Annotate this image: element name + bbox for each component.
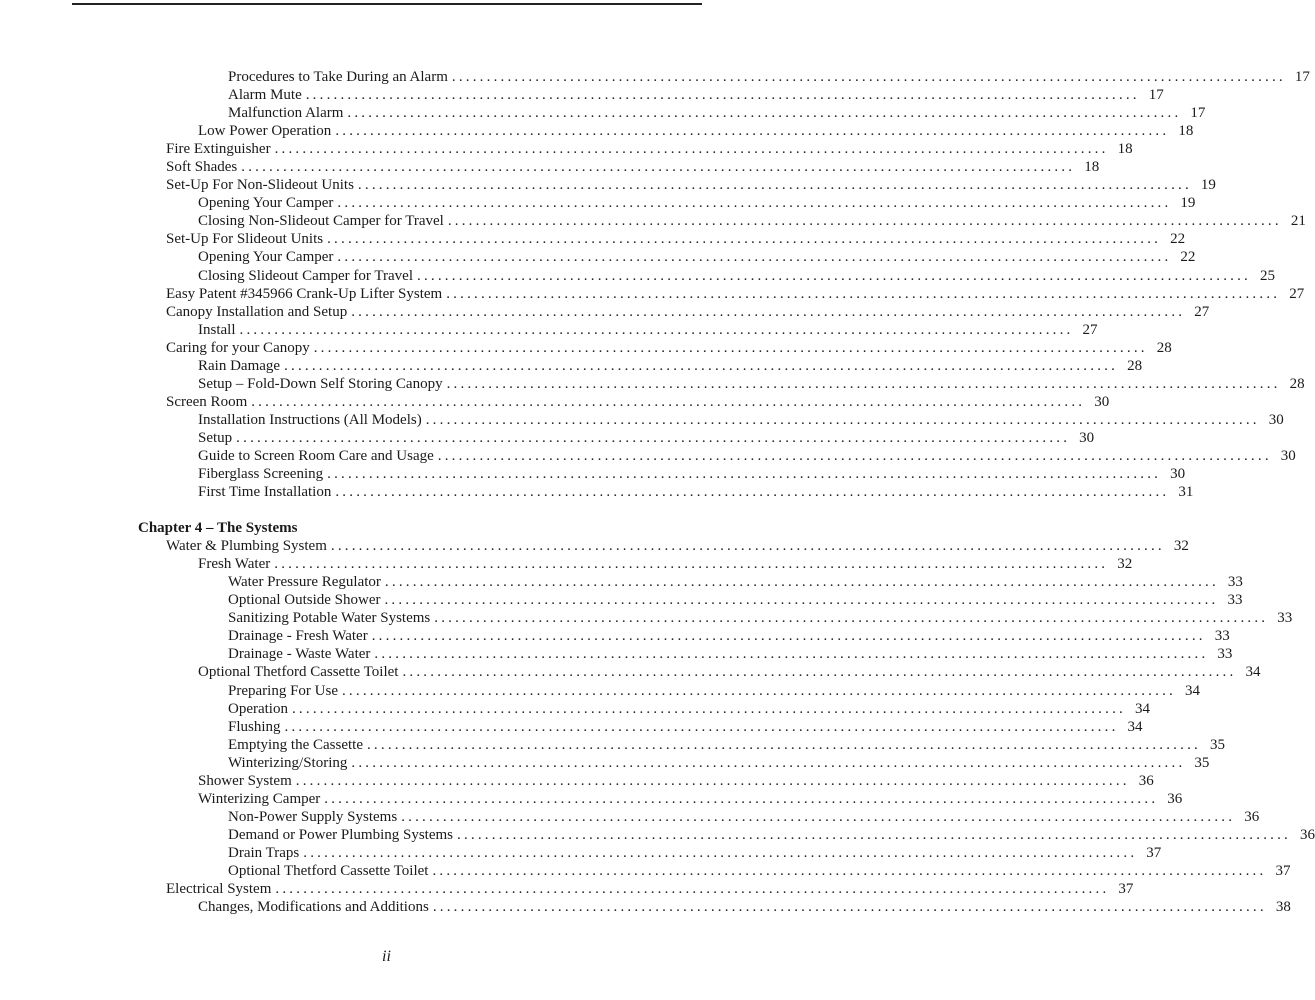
dot-leader: ........................................................................................................................ <box>335 484 1170 501</box>
toc-entry <box>166 303 1210 321</box>
toc-entry-page: 17 <box>1148 87 1164 104</box>
dot-leader: ........................................................................................................................ <box>417 267 1251 284</box>
toc-entry-title: Guide to Screen Room Care and Usage <box>198 447 434 464</box>
toc-entry <box>166 645 1233 663</box>
toc-entry-page: 33 <box>1227 592 1243 609</box>
table-of-contents <box>138 68 1315 916</box>
toc-entry-page: 19 <box>1180 195 1196 212</box>
toc-entry-title: Emptying the Cassette <box>228 736 363 753</box>
dot-leader: ........................................................................................................................ <box>305 87 1140 104</box>
toc-entry-title: Operation <box>228 700 288 717</box>
dot-leader: ........................................................................................................................ <box>432 899 1267 916</box>
toc-entry <box>166 573 1243 591</box>
toc-entry-page: 33 <box>1214 628 1230 645</box>
toc-entry-page: 28 <box>1127 357 1143 374</box>
toc-entry-page: 33 <box>1277 610 1293 627</box>
toc-entry-page: 28 <box>1289 375 1305 392</box>
dot-leader: ........................................................................................................................ <box>457 826 1291 843</box>
dot-leader: ........................................................................................................................ <box>241 159 1076 176</box>
dot-leader: ........................................................................................................................ <box>324 790 1159 807</box>
toc-entry-title: Closing Slideout Camper for Travel <box>198 267 413 284</box>
toc-entry-title: Fiberglass Screening <box>198 466 324 483</box>
toc-entry-page: 33 <box>1227 574 1243 591</box>
toc-entry <box>166 663 1261 681</box>
toc-entry <box>166 447 1296 465</box>
toc-entry-page: 38 <box>1275 899 1291 916</box>
dot-leader: ........................................................................................................................ <box>274 141 1109 158</box>
toc-entry-page: 22 <box>1180 249 1196 266</box>
dot-leader: ........................................................................................................................ <box>351 303 1186 320</box>
toc-entry <box>166 862 1291 880</box>
dot-leader: ........................................................................................................................ <box>384 574 1219 591</box>
dot-leader: ........................................................................................................................ <box>284 357 1119 374</box>
toc-entry-page: 18 <box>1178 123 1194 140</box>
toc-entry-page: 34 <box>1245 664 1261 681</box>
toc-entry-page: 32 <box>1173 538 1189 555</box>
toc-entry-title: Procedures to Take During an Alarm <box>228 69 448 85</box>
toc-entry-title: Water & Plumbing System <box>166 538 327 555</box>
toc-entry-page: 21 <box>1290 213 1306 230</box>
toc-entry-title: Fire Extinguisher <box>166 141 271 158</box>
toc-entry <box>166 230 1186 248</box>
toc-entry-page: 37 <box>1146 844 1162 861</box>
toc-entry-title: Optional Outside Shower <box>228 592 381 609</box>
toc-entry <box>166 555 1133 573</box>
toc-entry-page: 35 <box>1194 754 1210 771</box>
toc-entry-title: Demand or Power Plumbing Systems <box>228 826 453 843</box>
toc-entry <box>166 140 1133 158</box>
dot-leader: ........................................................................................................................ <box>446 285 1281 302</box>
toc-entry-page: 17 <box>1294 69 1310 85</box>
toc-entry-title: Install <box>198 321 236 338</box>
toc-entry <box>166 465 1186 483</box>
toc-entry-title: Sanitizing Potable Water Systems <box>228 610 431 627</box>
dot-leader: ........................................................................................................................ <box>335 123 1170 140</box>
toc-entry-title: Low Power Operation <box>198 123 332 140</box>
dot-leader: ........................................................................................................................ <box>447 213 1282 230</box>
toc-entry-title: Setup <box>198 429 233 446</box>
toc-entry-title: Setup – Fold-Down Self Storing Canopy <box>198 375 443 392</box>
toc-section-continued <box>166 68 1310 501</box>
toc-entry-page: 37 <box>1275 862 1291 879</box>
toc-entry <box>166 248 1196 266</box>
toc-entry-page: 37 <box>1118 881 1134 898</box>
toc-entry <box>166 537 1189 555</box>
dot-leader: ........................................................................................................................ <box>284 718 1119 735</box>
toc-entry-title: Installation Instructions (All Models) <box>198 411 422 428</box>
dot-leader: ........................................................................................................................ <box>274 556 1109 573</box>
toc-entry-title: Optional Thetford Cassette Toilet <box>198 664 399 681</box>
toc-entry-page: 25 <box>1260 267 1275 284</box>
dot-leader: ........................................................................................................................ <box>239 321 1074 338</box>
dot-leader: ........................................................................................................................ <box>451 69 1286 85</box>
toc-entry-page: 35 <box>1209 736 1225 753</box>
dot-leader: ........................................................................................................................ <box>337 195 1172 212</box>
dot-leader: ........................................................................................................................ <box>313 339 1148 356</box>
dot-leader: ........................................................................................................................ <box>374 646 1209 663</box>
toc-entry <box>166 321 1098 339</box>
toc-section-chapter-4 <box>166 537 1315 916</box>
dot-leader: ........................................................................................................................ <box>303 844 1138 861</box>
toc-entry-title: Malfunction Alarm <box>228 105 344 122</box>
toc-entry-page: 31 <box>1178 484 1194 501</box>
dot-leader: ........................................................................................................................ <box>402 664 1237 681</box>
toc-entry-page: 36 <box>1167 790 1183 807</box>
toc-entry <box>166 880 1134 898</box>
toc-entry <box>166 339 1172 357</box>
toc-entry-title: Optional Thetford Cassette Toilet <box>228 862 429 879</box>
toc-entry-title: Set-Up For Non-Slideout Units <box>166 177 354 194</box>
toc-entry-page: 30 <box>1079 429 1095 446</box>
toc-entry-title: Drain Traps <box>228 844 300 861</box>
toc-entry-title: Drainage - Waste Water <box>228 646 371 663</box>
toc-entry <box>166 808 1260 826</box>
dot-leader: ........................................................................................................................ <box>384 592 1219 609</box>
toc-entry <box>166 267 1275 285</box>
toc-entry-page: 36 <box>1138 772 1154 789</box>
toc-entry-page: 18 <box>1117 141 1133 158</box>
top-rule <box>72 3 702 5</box>
toc-entry <box>166 591 1243 609</box>
toc-entry-page: 19 <box>1200 177 1216 194</box>
toc-entry <box>166 357 1143 375</box>
dot-leader: ........................................................................................................................ <box>327 231 1162 248</box>
toc-entry-page: 36 <box>1244 808 1260 825</box>
toc-entry-page: 36 <box>1300 826 1315 843</box>
toc-entry-title: First Time Installation <box>198 484 332 501</box>
dot-leader: ........................................................................................................................ <box>437 447 1272 464</box>
toc-entry <box>166 393 1110 411</box>
dot-leader: ........................................................................................................................ <box>432 862 1267 879</box>
toc-entry-title: Fresh Water <box>198 556 271 573</box>
dot-leader: ........................................................................................................................ <box>341 682 1176 699</box>
toc-entry-page: 22 <box>1170 231 1186 248</box>
toc-entry-title: Preparing For Use <box>228 682 338 699</box>
toc-entry-page: 34 <box>1184 682 1200 699</box>
toc-entry <box>166 194 1196 212</box>
toc-entry <box>166 212 1306 230</box>
toc-entry-title: Winterizing/Storing <box>228 754 348 771</box>
dot-leader: ........................................................................................................................ <box>425 411 1260 428</box>
toc-entry <box>166 158 1100 176</box>
toc-entry <box>166 790 1183 808</box>
toc-entry-title: Water Pressure Regulator <box>228 574 381 591</box>
toc-entry-page: 33 <box>1217 646 1233 663</box>
dot-leader: ........................................................................................................................ <box>295 772 1130 789</box>
toc-entry-title: Electrical System <box>166 881 272 898</box>
section-spacer <box>166 501 682 519</box>
toc-entry-page: 27 <box>1194 303 1210 320</box>
dot-leader: ........................................................................................................................ <box>401 808 1236 825</box>
dot-leader: ........................................................................................................................ <box>251 393 1086 410</box>
toc-entry <box>166 104 1206 122</box>
toc-entry <box>166 736 1225 754</box>
toc-entry <box>166 176 1216 194</box>
toc-entry <box>166 682 1200 700</box>
page-number: ii <box>382 948 391 965</box>
toc-entry <box>166 483 1194 501</box>
toc-entry-title: Easy Patent #345966 Crank-Up Lifter System <box>166 285 443 302</box>
toc-entry <box>166 285 1305 303</box>
toc-entry <box>166 718 1143 736</box>
toc-entry-title: Drainage - Fresh Water <box>228 628 368 645</box>
toc-entry-title: Opening Your Camper <box>198 195 334 212</box>
chapter-heading: Chapter 4 – The Systems <box>138 520 298 537</box>
toc-entry <box>166 429 1095 447</box>
toc-entry-page: 30 <box>1170 466 1186 483</box>
toc-entry <box>166 609 1293 627</box>
toc-entry-title: Opening Your Camper <box>198 249 334 266</box>
dot-leader: ........................................................................................................................ <box>330 538 1165 555</box>
toc-entry-title: Winterizing Camper <box>198 790 321 807</box>
toc-entry <box>166 898 1291 916</box>
toc-entry-page: 18 <box>1084 159 1100 176</box>
toc-entry-title: Closing Non-Slideout Camper for Travel <box>198 213 444 230</box>
dot-leader: ........................................................................................................................ <box>337 249 1172 266</box>
dot-leader: ........................................................................................................................ <box>291 700 1126 717</box>
dot-leader: ........................................................................................................................ <box>275 881 1110 898</box>
toc-entry-page: 30 <box>1094 393 1110 410</box>
dot-leader: ........................................................................................................................ <box>236 429 1071 446</box>
toc-entry <box>166 68 1310 86</box>
toc-entry <box>166 700 1150 718</box>
toc-entry <box>166 754 1210 772</box>
toc-entry-title: Canopy Installation and Setup <box>166 303 348 320</box>
dot-leader: ........................................................................................................................ <box>371 628 1206 645</box>
toc-entry-title: Caring for your Canopy <box>166 339 310 356</box>
dot-leader: ........................................................................................................................ <box>446 375 1281 392</box>
toc-entry-title: Non-Power Supply Systems <box>228 808 398 825</box>
dot-leader: ........................................................................................................................ <box>357 177 1192 194</box>
toc-entry-title: Screen Room <box>166 393 248 410</box>
toc-entry-title: Changes, Modifications and Additions <box>198 899 429 916</box>
toc-entry-page: 30 <box>1280 447 1296 464</box>
toc-entry <box>166 844 1162 862</box>
toc-entry-title: Soft Shades <box>166 159 238 176</box>
toc-entry <box>166 772 1154 790</box>
toc-entry <box>166 826 1315 844</box>
dot-leader: ........................................................................................................................ <box>434 610 1269 627</box>
dot-leader: ........................................................................................................................ <box>351 754 1186 771</box>
toc-entry <box>166 86 1164 104</box>
toc-entry-page: 17 <box>1190 105 1206 122</box>
toc-entry-title: Rain Damage <box>198 357 281 374</box>
dot-leader: ........................................................................................................................ <box>347 105 1182 122</box>
toc-entry-title: Flushing <box>228 718 281 735</box>
toc-entry-page: 34 <box>1134 700 1150 717</box>
dot-leader: ........................................................................................................................ <box>366 736 1201 753</box>
dot-leader: ........................................................................................................................ <box>327 466 1162 483</box>
toc-entry-title: Shower System <box>198 772 292 789</box>
toc-entry <box>166 375 1305 393</box>
toc-entry-page: 34 <box>1127 718 1143 735</box>
toc-entry-page: 30 <box>1268 411 1284 428</box>
toc-entry-page: 27 <box>1289 285 1305 302</box>
toc-entry-page: 32 <box>1117 556 1133 573</box>
toc-entry-page: 27 <box>1082 321 1098 338</box>
toc-entry <box>166 411 1284 429</box>
toc-entry <box>166 627 1230 645</box>
toc-entry-page: 28 <box>1156 339 1172 356</box>
toc-entry-title: Alarm Mute <box>228 87 302 104</box>
toc-entry <box>166 122 1194 140</box>
toc-entry-title: Set-Up For Slideout Units <box>166 231 324 248</box>
